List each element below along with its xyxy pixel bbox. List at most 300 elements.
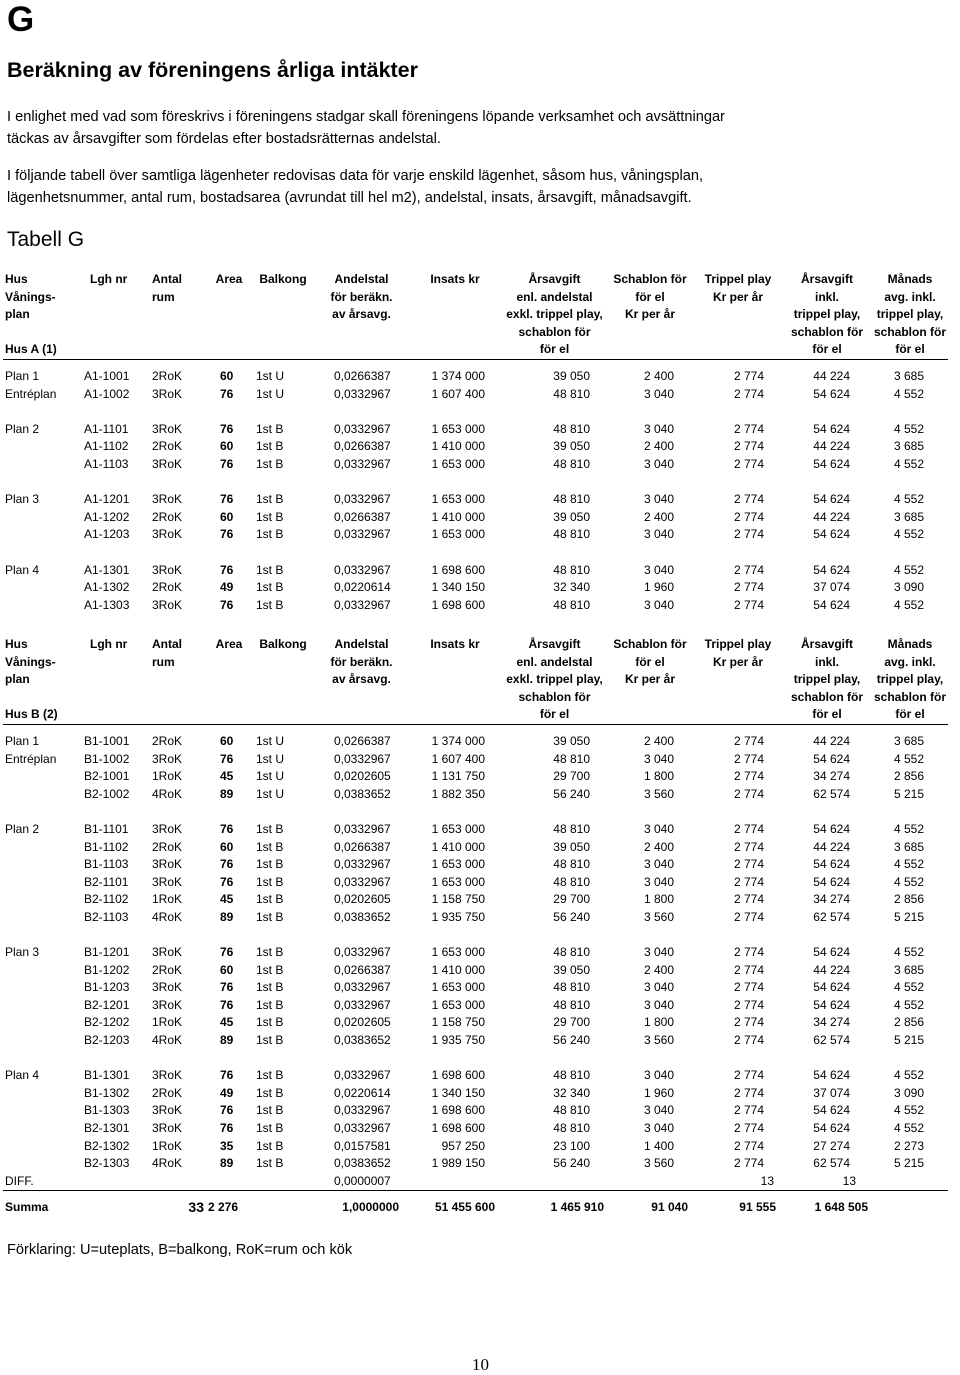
table-cell: 0,0332967	[334, 1068, 391, 1083]
table-cell: 62 574	[813, 909, 850, 924]
table-cell: 4 552	[893, 456, 925, 471]
table-cell: 2 774	[733, 821, 764, 836]
table-cell: B2-1102	[84, 892, 129, 907]
table-cell: 1 340 150	[431, 580, 485, 595]
header-cell: trippel play,	[876, 672, 944, 687]
description-line: I följande tabell över samtliga lägenheter redovisas data för varje enskild lägenhet, såsom hus, våningsplan,	[7, 168, 704, 184]
table-cell: 1 653 000	[431, 874, 485, 889]
table-cell: 2 774	[733, 874, 764, 889]
table-cell: 1 653 000	[431, 857, 485, 872]
header-cell: Hus A (1)	[3, 341, 78, 359]
table-cell: 3 685	[893, 509, 925, 524]
table-cell: 56 240	[553, 786, 590, 801]
table-cell: Entréplan	[5, 751, 57, 766]
table-cell: 4 552	[893, 980, 925, 995]
header-cell	[250, 706, 316, 724]
table-row	[3, 386, 948, 404]
header-cell	[606, 706, 694, 724]
table-cell: 2 774	[733, 909, 764, 924]
diff-cell: 0,0000007	[316, 1173, 407, 1191]
header-cell: schablon för	[790, 324, 863, 339]
header-cell: rum	[152, 289, 175, 304]
table-cell: A1-1001	[84, 368, 130, 383]
table-cell: 76	[220, 527, 234, 542]
table-cell: 1st B	[256, 1033, 284, 1048]
table-cell: 3RoK	[152, 421, 183, 436]
header-cell	[606, 341, 694, 359]
header-cell: enl. andelstal	[516, 654, 593, 669]
table-cell: 2 400	[643, 509, 674, 524]
header-cell: Insats kr	[430, 272, 480, 286]
table-row	[3, 597, 948, 615]
table-cell: 1RoK	[152, 769, 183, 784]
header-cell	[250, 654, 316, 672]
table-cell: 48 810	[553, 456, 590, 471]
diff-cell: 13	[782, 1173, 872, 1191]
table-cell: Plan 2	[5, 421, 40, 436]
table-cell: 32 340	[553, 580, 590, 595]
table-cell: 3 040	[643, 597, 674, 612]
table-cell: 76	[220, 456, 234, 471]
table-row	[3, 909, 948, 927]
table-row	[3, 1120, 948, 1138]
table-cell: B2-1302	[84, 1138, 130, 1153]
table-cell: 1 989 150	[431, 1156, 485, 1171]
table-row	[3, 1155, 948, 1173]
table-cell: 54 624	[813, 421, 850, 436]
table-cell: 4 552	[893, 821, 925, 836]
header-cell: Kr per år	[624, 672, 676, 687]
table-cell: 3RoK	[152, 1068, 183, 1083]
table-cell: 3 040	[643, 1121, 674, 1136]
diff-row	[3, 1173, 948, 1191]
header-cell: Trippel play	[704, 272, 772, 286]
header-cell: av årsavg.	[332, 672, 391, 687]
table-cell	[3, 979, 78, 997]
table-cell: 54 624	[813, 1103, 850, 1118]
table-cell	[3, 786, 78, 804]
table-cell: 2 774	[733, 1015, 764, 1030]
table-cell: 39 050	[553, 368, 590, 383]
table-row	[3, 438, 948, 456]
table-cell: 1st B	[256, 945, 284, 960]
table-cell: A1-1202	[84, 509, 130, 524]
table-cell: 0,0202605	[334, 1015, 391, 1030]
table-cell: 76	[220, 1121, 234, 1136]
table-cell: 2 273	[893, 1138, 925, 1153]
table-cell: 1st B	[256, 839, 284, 854]
header-cell: för beräkn.	[330, 654, 393, 669]
table-cell: B2-1303	[84, 1156, 130, 1171]
table-cell: 0,0332967	[334, 1103, 391, 1118]
table-cell: 3 040	[643, 857, 674, 872]
table-cell: 48 810	[553, 492, 590, 507]
table-cell: B2-1301	[84, 1121, 130, 1136]
header-cell: Årsavgift	[800, 272, 853, 286]
header-cell: Andelstal	[334, 272, 389, 286]
table-cell: 1st B	[256, 580, 284, 595]
table-cell: 76	[220, 857, 234, 872]
table-cell: 48 810	[553, 821, 590, 836]
table-cell: 60	[220, 368, 234, 383]
table-cell: 3 040	[643, 980, 674, 995]
table-cell: B1-1102	[84, 839, 129, 854]
table-cell: 48 810	[553, 1068, 590, 1083]
table-cell: 3 560	[643, 1156, 674, 1171]
table-cell: 29 700	[553, 769, 590, 784]
table-cell: 45	[220, 1015, 234, 1030]
table-cell: 54 624	[813, 874, 850, 889]
table-cell: 1RoK	[152, 1015, 183, 1030]
table-cell: 0,0383652	[334, 909, 391, 924]
table-cell: 76	[220, 562, 234, 577]
header-cell	[694, 689, 782, 707]
intro-line: täckas av årsavgifter som fördelas efter bostadsrätternas andelstal.	[7, 131, 441, 147]
header-cell	[78, 341, 148, 359]
table-cell	[3, 839, 78, 857]
header-cell	[250, 324, 316, 342]
table-cell: 48 810	[553, 980, 590, 995]
table-cell: 49	[220, 1085, 234, 1100]
summa-cell: Summa	[5, 1200, 49, 1215]
summa-cell: 91 555	[739, 1200, 776, 1215]
header-cell: schablon för	[874, 324, 947, 339]
table-cell: 2 774	[733, 386, 764, 401]
table-cell: 1st B	[256, 456, 284, 471]
header-cell	[250, 689, 316, 707]
table-cell: 2 774	[733, 456, 764, 471]
table-cell: 2 400	[643, 439, 674, 454]
table-cell: B1-1001	[84, 733, 130, 748]
table-row	[3, 768, 948, 786]
table-cell: 39 050	[553, 733, 590, 748]
header-cell	[407, 324, 503, 342]
table-row	[3, 1014, 948, 1032]
table-cell: 2 774	[733, 509, 764, 524]
header-cell	[78, 324, 148, 342]
table-cell: 0,0266387	[334, 839, 391, 854]
table-cell: 1st B	[256, 892, 284, 907]
diff-cell	[407, 1173, 503, 1191]
table-cell: B2-1101	[84, 874, 129, 889]
table-cell	[3, 526, 78, 544]
header-cell	[208, 671, 250, 689]
header-cell: Schablon för	[613, 637, 687, 651]
table-row	[3, 1085, 948, 1103]
table-cell: 1 653 000	[431, 421, 485, 436]
header-cell: trippel play,	[876, 307, 944, 322]
table-cell: 60	[220, 839, 234, 854]
table-cell: 1 698 600	[431, 562, 485, 577]
diff-cell	[250, 1173, 316, 1191]
table-cell: 2 774	[733, 1138, 764, 1153]
table-cell: 0,0332967	[334, 421, 391, 436]
table-cell: 48 810	[553, 527, 590, 542]
table-cell: 4RoK	[152, 909, 183, 924]
header-cell	[407, 289, 503, 307]
table-cell	[3, 768, 78, 786]
table-cell: 1st U	[256, 786, 285, 801]
table-row	[3, 1138, 948, 1156]
header-cell: schablon för	[874, 689, 947, 704]
header-cell: enl. andelstal	[516, 289, 593, 304]
header-cell: Årsavgift	[800, 637, 853, 651]
header-cell	[250, 671, 316, 689]
table-cell	[3, 1032, 78, 1050]
header-cell	[694, 671, 782, 689]
table-cell: 1st B	[256, 1103, 284, 1118]
table-cell: 1 374 000	[431, 733, 485, 748]
table-cell: Plan 2	[5, 821, 40, 836]
table-cell: 45	[220, 892, 234, 907]
header-cell: inkl.	[814, 654, 839, 669]
table-cell: 4 552	[893, 562, 925, 577]
table-cell: 1st B	[256, 1138, 284, 1153]
header-cell	[316, 689, 407, 707]
table-cell: 2 774	[733, 580, 764, 595]
table-cell	[3, 1120, 78, 1138]
table-cell: B1-1302	[84, 1085, 130, 1100]
table-cell: A1-1301	[84, 562, 130, 577]
page-number: 10	[472, 1355, 489, 1374]
table-cell: 0,0332967	[334, 527, 391, 542]
table-row	[3, 786, 948, 804]
table-row	[3, 997, 948, 1015]
table-row	[3, 491, 948, 509]
table-row	[3, 962, 948, 980]
header-cell	[316, 341, 407, 359]
header-cell: Antal	[152, 637, 182, 651]
table-cell: 1st B	[256, 821, 284, 836]
table-cell: 0,0332967	[334, 1121, 391, 1136]
header-cell	[78, 706, 148, 724]
header-cell: avg. inkl.	[884, 654, 936, 669]
table-cell: A1-1102	[84, 439, 129, 454]
table-cell: 2 774	[733, 368, 764, 383]
table-cell: 44 224	[813, 439, 850, 454]
header-cell	[694, 324, 782, 342]
table-cell: 0,0332967	[334, 386, 391, 401]
table-cell: 2RoK	[152, 839, 183, 854]
header-cell: rum	[152, 654, 175, 669]
table-cell: B2-1001	[84, 769, 130, 784]
table-cell: 1 935 750	[431, 909, 485, 924]
table-cell: 1st B	[256, 1121, 284, 1136]
header-cell	[407, 341, 503, 359]
table-cell: 48 810	[553, 751, 590, 766]
table-cell: 0,0157581	[334, 1138, 391, 1153]
summa-cell: 33	[188, 1199, 204, 1216]
table-cell: 5 215	[893, 1156, 925, 1171]
header-cell: för el	[635, 289, 665, 304]
table-cell: 3 040	[643, 751, 674, 766]
table-row	[3, 456, 948, 474]
table-cell: 3 560	[643, 1033, 674, 1048]
table-cell: 1 131 750	[431, 769, 485, 784]
table-cell: 62 574	[813, 1033, 850, 1048]
table-cell: 34 274	[813, 892, 850, 907]
header-cell	[250, 341, 316, 359]
header-cell	[148, 671, 208, 689]
table-row	[3, 421, 948, 439]
intro-line: I enlighet med vad som föreskrivs i föreningens stadgar skall föreningens löpande verksamhet och avsättningar	[7, 109, 725, 125]
header-cell	[316, 324, 407, 342]
table-cell: 2 774	[733, 857, 764, 872]
table-cell: 3 040	[643, 1068, 674, 1083]
table-cell: 3 040	[643, 386, 674, 401]
table-cell: 1st U	[256, 769, 285, 784]
table-cell: 3 560	[643, 909, 674, 924]
table-cell: 0,0332967	[334, 456, 391, 471]
table-cell: 4 552	[893, 751, 925, 766]
table-cell: 4 552	[893, 857, 925, 872]
table-cell: 0,0332967	[334, 997, 391, 1012]
diff-cell	[78, 1173, 148, 1191]
table-cell: 44 224	[813, 368, 850, 383]
table-row	[3, 526, 948, 544]
table-cell: 54 624	[813, 980, 850, 995]
table-cell: 2 400	[643, 962, 674, 977]
table-cell: 1 607 400	[431, 751, 485, 766]
table-cell: 1st B	[256, 1085, 284, 1100]
table-cell: 2 774	[733, 751, 764, 766]
header-cell: Area	[215, 637, 243, 651]
table-cell: 0,0266387	[334, 962, 391, 977]
table-cell: 48 810	[553, 421, 590, 436]
table-cell: 3 685	[893, 962, 925, 977]
description-paragraph	[7, 165, 703, 209]
table-cell: 48 810	[553, 1103, 590, 1118]
table-cell	[3, 509, 78, 527]
header-cell	[78, 289, 148, 307]
table-cell: 1st B	[256, 962, 284, 977]
summa-cell: 51 455 600	[434, 1200, 495, 1215]
table-cell: 1 653 000	[431, 492, 485, 507]
table-cell: 3RoK	[152, 751, 183, 766]
table-cell: Plan 3	[5, 945, 40, 960]
table-cell: 2RoK	[152, 509, 183, 524]
table-cell: 0,0202605	[334, 769, 391, 784]
table-cell: 1 800	[643, 1015, 674, 1030]
table-cell: 3 040	[643, 821, 674, 836]
header-cell: exkl. trippel play,	[506, 672, 603, 687]
table-cell: 89	[220, 909, 234, 924]
table-cell: 0,0383652	[334, 786, 391, 801]
header-cell: Månads	[887, 637, 933, 651]
table-cell: 3 560	[643, 786, 674, 801]
diff-cell	[503, 1173, 606, 1191]
table-cell: 1 410 000	[431, 509, 485, 524]
table-row	[3, 821, 948, 839]
table-cell: 3 090	[893, 1085, 925, 1100]
table-cell: 1st B	[256, 527, 284, 542]
table-cell: 39 050	[553, 439, 590, 454]
table-cell: 3RoK	[152, 597, 183, 612]
table-cell: Plan 1	[5, 368, 40, 383]
header-cell: av årsavg.	[332, 307, 391, 322]
header-cell	[606, 689, 694, 707]
table-cell: A1-1201	[84, 492, 130, 507]
table-cell: 3RoK	[152, 874, 183, 889]
table-cell: 1 800	[643, 769, 674, 784]
table-cell: 1 653 000	[431, 456, 485, 471]
header-cell: schablon för	[518, 324, 591, 339]
table-cell: 1st B	[256, 857, 284, 872]
summa-row	[3, 1199, 948, 1217]
table-cell: 89	[220, 1033, 234, 1048]
table-cell: 2RoK	[152, 439, 183, 454]
table-cell: 48 810	[553, 597, 590, 612]
table-cell: A1-1203	[84, 527, 130, 542]
table-cell: 2 774	[733, 439, 764, 454]
table-cell: 44 224	[813, 839, 850, 854]
table-cell: 1RoK	[152, 1138, 183, 1153]
summa-cell	[250, 1199, 316, 1217]
table-cell: B1-1301	[84, 1068, 130, 1083]
table-cell: B1-1103	[84, 857, 129, 872]
table-cell: 2 774	[733, 962, 764, 977]
table-cell	[3, 962, 78, 980]
table-cell: Entréplan	[5, 386, 57, 401]
table-cell: 3 040	[643, 945, 674, 960]
header-cell: trippel play,	[793, 672, 861, 687]
header-cell: exkl. trippel play,	[506, 307, 603, 322]
header-cell: för beräkn.	[330, 289, 393, 304]
table-cell: 4 552	[893, 597, 925, 612]
table-cell: B1-1002	[84, 751, 130, 766]
table-cell: 1st B	[256, 1015, 284, 1030]
table-cell: 1 410 000	[431, 439, 485, 454]
table-cell: 957 250	[441, 1138, 485, 1153]
table-cell: A1-1302	[84, 580, 130, 595]
table-cell	[3, 579, 78, 597]
diff-cell: DIFF.	[3, 1173, 78, 1191]
table-cell: 35	[220, 1138, 234, 1153]
table-cell	[3, 1102, 78, 1120]
header-cell	[148, 306, 208, 324]
table-cell: 4RoK	[152, 786, 183, 801]
table-cell: 60	[220, 439, 234, 454]
table-cell: 60	[220, 962, 234, 977]
header-cell: för el	[503, 341, 606, 359]
table-cell: 54 624	[813, 492, 850, 507]
table-cell: 2 774	[733, 1121, 764, 1136]
table-row	[3, 509, 948, 527]
table-cell: 1 400	[643, 1138, 674, 1153]
header-cell	[78, 671, 148, 689]
header-cell	[148, 689, 208, 707]
table-cell: 56 240	[553, 1033, 590, 1048]
header-cell: Trippel play	[704, 637, 772, 651]
table-cell	[3, 1085, 78, 1103]
summa-cell	[872, 1199, 948, 1217]
table-cell: 1st B	[256, 874, 284, 889]
table-cell: 2 400	[643, 839, 674, 854]
table-cell	[3, 909, 78, 927]
table-cell: 3RoK	[152, 562, 183, 577]
table-cell: Plan 4	[5, 1068, 40, 1083]
table-cell: B2-1201	[84, 997, 130, 1012]
table-cell: 2 774	[733, 1033, 764, 1048]
header-cell	[208, 289, 250, 307]
table-cell: 4 552	[893, 1068, 925, 1083]
table-cell: 2 774	[733, 421, 764, 436]
header-cell: för el	[872, 706, 948, 724]
table-cell: 1 698 600	[431, 1103, 485, 1118]
table-cell: 1 698 600	[431, 597, 485, 612]
summa-cell: 2 276	[208, 1200, 239, 1215]
header-cell: trippel play,	[793, 307, 861, 322]
